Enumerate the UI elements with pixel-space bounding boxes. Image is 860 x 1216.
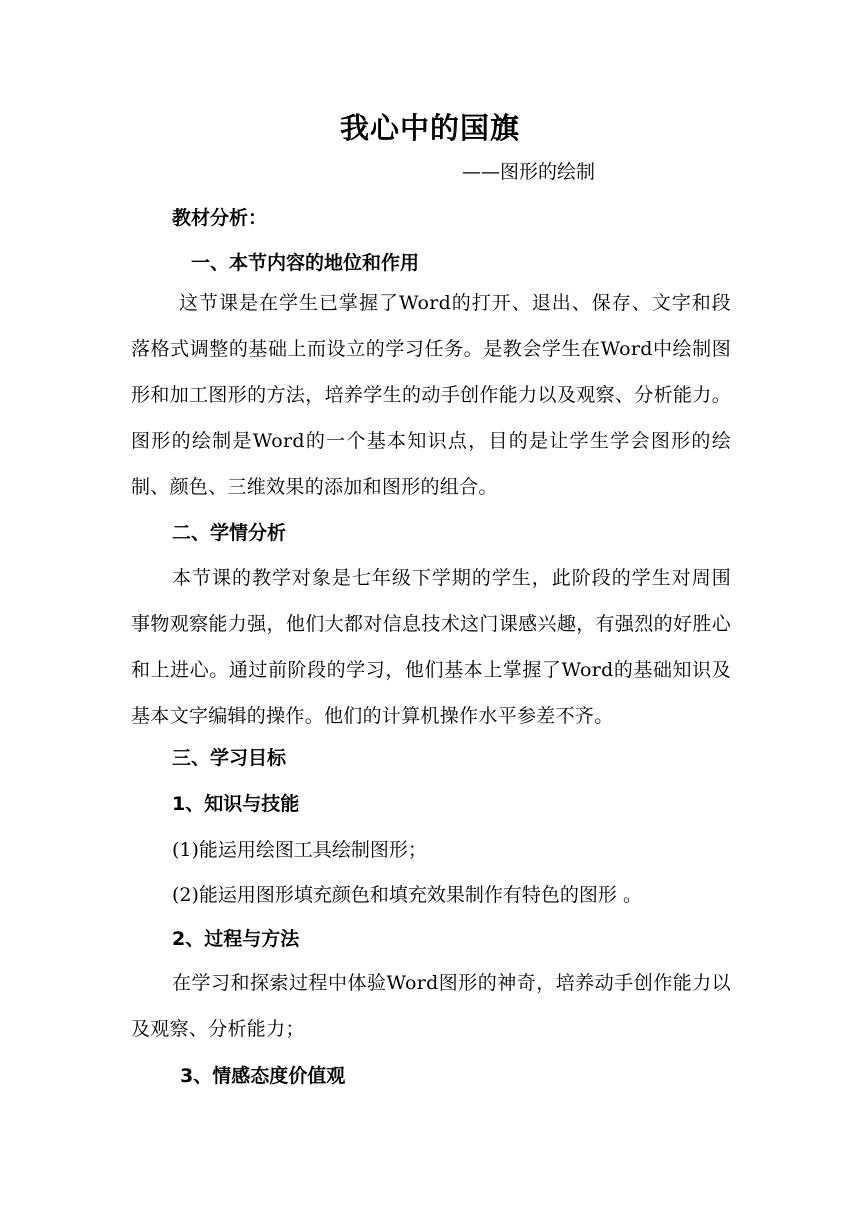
document-title: 我心中的国旗 [339, 111, 520, 145]
paragraph-position-role: 这节课是在学生已掌握了Word的打开、退出、保存、文字和段落格式调整的基础上而设立的学习任务。是教会学生在Word中绘制图形和加工图形的方法，培养学生的动手创作能力以及观察、分析能力。图形的绘制是Word的一个基本知识点，目的是让学生学会图形的绘制、颜色、三维效果的添加和图形的组合。 [131, 292, 731, 498]
paragraph-process-method: 在学习和探索过程中体验Word图形的神奇，培养动手创作能力以及观察、分析能力； [131, 972, 731, 1040]
section-heading-analysis: 教材分析： [172, 207, 268, 229]
heading-learner-analysis: 二、学情分析 [172, 522, 287, 544]
heading-process-method: 2、过程与方法 [172, 928, 300, 950]
heading-attitude-values: 3、情感态度价值观 [180, 1065, 346, 1087]
heading-learning-goals: 三、学习目标 [172, 747, 287, 769]
heading-knowledge-skills: 1、知识与技能 [172, 793, 300, 815]
list-item-draw-shapes: (1)能运用绘图工具绘制图形； [172, 839, 427, 861]
heading-position-role: 一、本节内容的地位和作用 [191, 252, 420, 274]
list-item-fill-shapes: (2)能运用图形填充颜色和填充效果制作有特色的图形 。 [172, 884, 642, 906]
document-subtitle: ——图形的绘制 [462, 161, 596, 183]
paragraph-learner-analysis: 本节课的教学对象是七年级下学期的学生，此阶段的学生对周围事物观察能力强，他们大都对信息技术这门课感兴趣，有强烈的好胜心和上进心。通过前阶段的学习，他们基本上掌握了Word的基础知识及基本文字编辑的操作。他们的计算机操作水平参差不齐。 [131, 567, 731, 727]
